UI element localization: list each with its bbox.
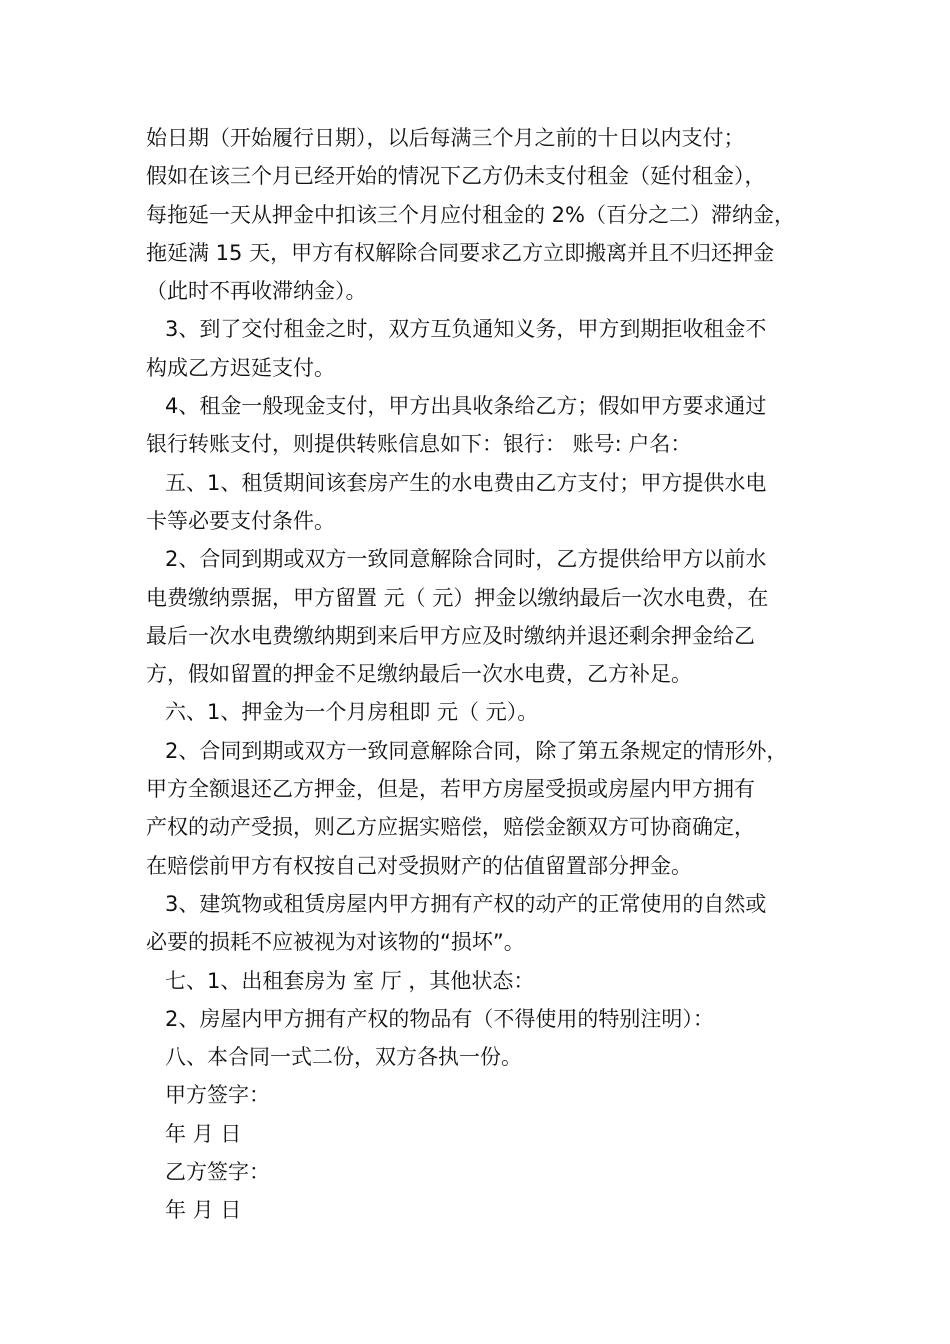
text-line: 七、1、出租套房为 室 厅 ，其他状态： xyxy=(165,968,535,993)
text-line: 2、房屋内甲方拥有产权的物品有（不得使用的特别注明）： xyxy=(165,1006,714,1031)
text-line: 2、合同到期或双方一致同意解除合同，除了第五条规定的情形外， xyxy=(165,738,788,763)
text-line: 电费缴纳票据，甲方留置 元（ 元）押金以缴纳最后一次水电费，在 xyxy=(146,585,769,610)
text-line: 甲方签字： xyxy=(165,1083,270,1108)
text-line: 最后一次水电费缴纳期到来后甲方应及时缴纳并退还剩余押金给乙 xyxy=(146,623,755,648)
text-line: 4、租金一般现金支付，甲方出具收条给乙方；假如甲方要求通过 xyxy=(165,394,767,419)
text-line: 卡等必要支付条件。 xyxy=(146,508,335,533)
text-line: 始日期（开始履行日期），以后每满三个月之前的十日以内支付； xyxy=(146,126,745,150)
text-line: 六、1、押金为一个月房租即 元（ 元）。 xyxy=(165,700,539,725)
text-line: 3、到了交付租金之时，双方互负通知义务，甲方到期拒收租金不 xyxy=(165,317,767,342)
text-line: 年 月 日 xyxy=(165,1121,242,1146)
text-line: 产权的动产受损，则乙方应据实赔偿，赔偿金额双方可协商确定， xyxy=(146,815,755,840)
text-line: 拖延满 15 天，甲方有权解除合同要求乙方立即搬离并且不归还押金 xyxy=(146,240,775,265)
text-line: 在赔偿前甲方有权按自己对受损财产的估值留置部分押金。 xyxy=(146,853,692,878)
text-line: 2、合同到期或双方一致同意解除合同时，乙方提供给甲方以前水 xyxy=(165,547,767,572)
text-line: 乙方签字： xyxy=(165,1160,270,1185)
text-line: 甲方全额退还乙方押金，但是，若甲方房屋受损或房屋内甲方拥有 xyxy=(146,777,755,802)
text-line: 构成乙方迟延支付。 xyxy=(146,355,335,380)
text-line: 3、建筑物或租赁房屋内甲方拥有产权的动产的正常使用的自然或 xyxy=(165,891,767,916)
text-line: 假如在该三个月已经开始的情况下乙方仍未支付租金（延付租金）， xyxy=(146,164,766,189)
text-line: 方，假如留置的押金不足缴纳最后一次水电费，乙方补足。 xyxy=(146,662,692,687)
text-line: 五、1、租赁期间该套房产生的水电费由乙方支付；甲方提供水电 xyxy=(165,470,767,495)
contract-body-text xyxy=(146,119,826,1230)
text-line: 八、本合同一式二份，双方各执一份。 xyxy=(165,1045,522,1070)
text-line: 银行转账支付，则提供转账信息如下：银行： 账号: 户名： xyxy=(146,432,692,457)
text-line: （此时不再收滞纳金）。 xyxy=(146,279,367,304)
text-line: 年 月 日 xyxy=(165,1198,242,1223)
text-line: 必要的损耗不应被视为对该物的“损坏”。 xyxy=(146,930,525,955)
text-line: 每拖延一天从押金中扣该三个月应付租金的 2%（百分之二）滞纳金， xyxy=(146,202,795,227)
